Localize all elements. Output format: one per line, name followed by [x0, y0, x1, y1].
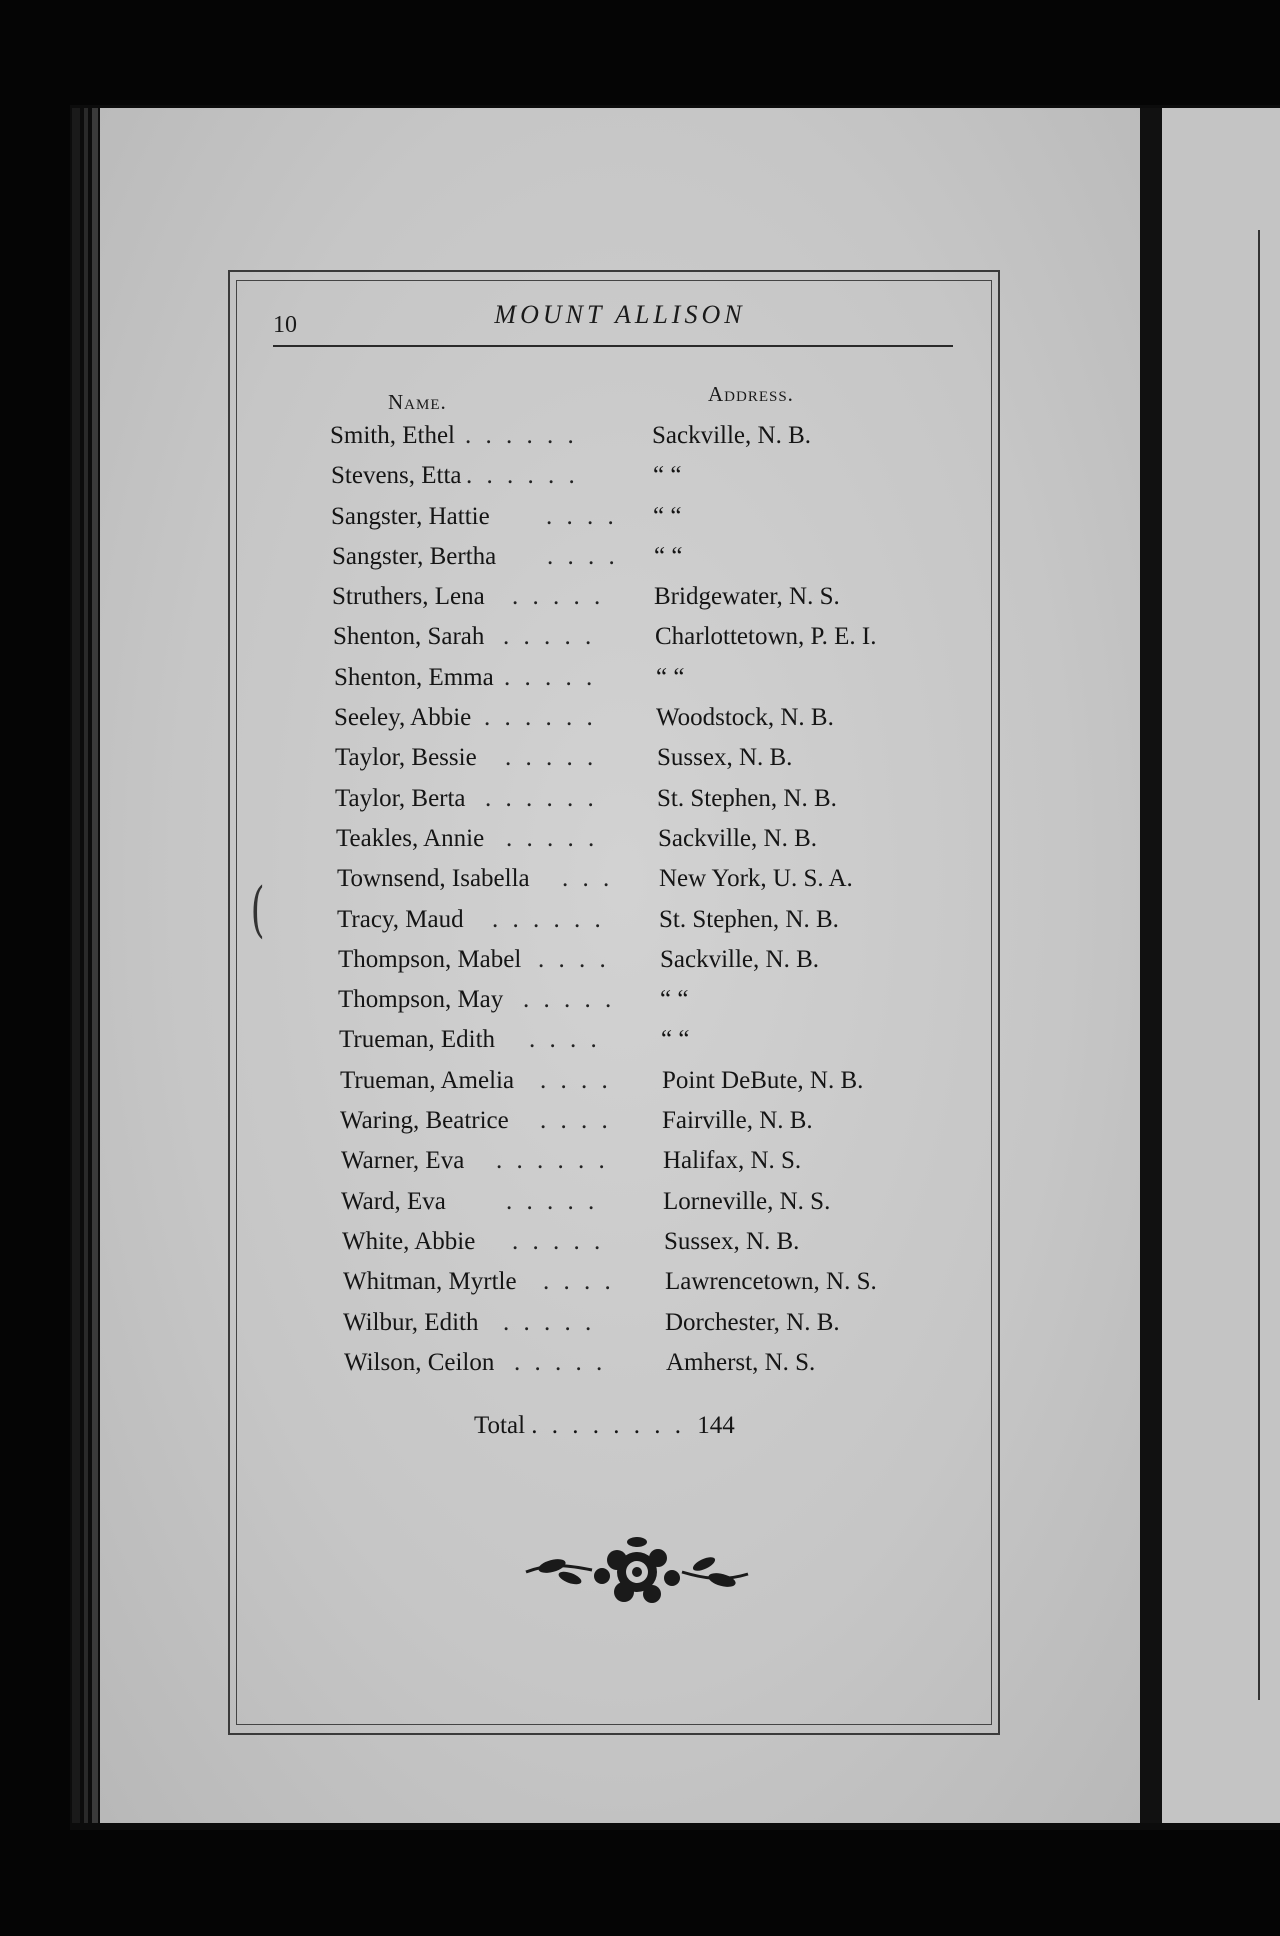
table-row: [337, 906, 950, 946]
table-row: [335, 785, 950, 825]
student-address: Bridgewater, N. S.: [654, 583, 840, 611]
leader-dots: . . . .: [546, 502, 618, 530]
table-row: [333, 623, 950, 663]
student-address: St. Stephen, N. B.: [657, 784, 837, 812]
floral-ornament: [522, 1532, 752, 1617]
table-row: [338, 986, 950, 1026]
column-header-name: Name.: [388, 390, 447, 414]
student-address: “ “: [653, 502, 682, 530]
leader-dots: . . . .: [540, 1107, 612, 1135]
student-name: Waring, Beatrice: [340, 1107, 509, 1135]
student-name: Ward, Eva: [341, 1187, 446, 1215]
student-address: “ “: [660, 986, 689, 1014]
student-name: Townsend, Isabella: [337, 865, 530, 893]
table-row: [341, 1147, 950, 1187]
student-name: Teakles, Annie: [336, 824, 485, 852]
leader-dots: . . . . . .: [496, 1147, 609, 1175]
leader-dots: . . . .: [543, 1268, 615, 1296]
total-dots: . . . . . . . .: [531, 1412, 686, 1439]
table-row: [343, 1268, 950, 1308]
student-address: Woodstock, N. B.: [656, 704, 834, 732]
leader-dots: . . . . . .: [466, 462, 579, 490]
table-row: [332, 543, 950, 583]
student-name: Seeley, Abbie: [334, 704, 472, 732]
leader-dots: . . . . . .: [484, 704, 597, 732]
total-label: Total: [474, 1412, 526, 1439]
table-row: [338, 946, 950, 986]
student-address: Point DeBute, N. B.: [662, 1066, 864, 1094]
leader-dots: . . . . .: [512, 1227, 605, 1255]
table-row: [336, 825, 950, 865]
student-name: Shenton, Sarah: [333, 623, 485, 651]
student-name: Thompson, Mabel: [338, 945, 522, 973]
student-address: Dorchester, N. B.: [665, 1308, 840, 1336]
student-name: Thompson, May: [338, 986, 504, 1014]
total-line: [474, 1412, 735, 1440]
student-address: Sussex, N. B.: [664, 1227, 800, 1255]
student-name: Sangster, Hattie: [331, 502, 490, 530]
head-rule: [273, 345, 953, 347]
column-header-address: Address.: [708, 382, 794, 406]
table-row: [332, 583, 950, 623]
student-name: Stevens, Etta: [331, 462, 462, 490]
student-name: Smith, Ethel: [330, 422, 455, 449]
student-address: “ “: [653, 462, 682, 490]
student-address: Sackville, N. B.: [658, 824, 818, 852]
table-row: [337, 865, 950, 905]
student-name: Whitman, Myrtle: [343, 1268, 517, 1296]
leader-dots: . . . . . .: [465, 422, 578, 449]
student-name: Warner, Eva: [341, 1147, 465, 1175]
table-row: [331, 462, 950, 502]
leader-dots: . . . . .: [512, 583, 605, 611]
student-name: Tracy, Maud: [337, 905, 464, 933]
table-row: [340, 1067, 950, 1107]
student-name: Sangster, Bertha: [332, 542, 497, 570]
next-page: [1162, 108, 1280, 1823]
student-name: Wilson, Ceilon: [344, 1348, 495, 1376]
running-head: MOUNT ALLISON: [494, 300, 746, 329]
leader-dots: . . . . .: [514, 1348, 607, 1376]
student-name: Shenton, Emma: [334, 663, 494, 691]
student-address: New York, U. S. A.: [659, 865, 853, 893]
leader-dots: . . . . .: [504, 663, 597, 691]
student-list: [330, 422, 950, 1389]
student-address: Amherst, N. S.: [666, 1348, 816, 1376]
student-name: Trueman, Amelia: [340, 1066, 515, 1094]
table-row: [335, 744, 950, 784]
leader-dots: . . . . .: [523, 986, 616, 1014]
student-name: White, Abbie: [342, 1227, 476, 1255]
total-value: 144: [697, 1412, 735, 1439]
table-row: [334, 664, 950, 704]
leader-dots: . . . .: [529, 1026, 601, 1054]
page-edge-left-3: [92, 108, 98, 1823]
student-address: Sackville, N. B.: [652, 422, 812, 449]
student-address: Sackville, N. B.: [660, 945, 820, 973]
table-row: [331, 503, 950, 543]
leader-dots: . . . .: [547, 542, 619, 570]
student-address: “ “: [654, 542, 683, 570]
table-row: [342, 1228, 950, 1268]
table-row: [334, 704, 950, 744]
student-address: St. Stephen, N. B.: [659, 905, 839, 933]
student-address: Halifax, N. S.: [663, 1147, 802, 1175]
student-name: Struthers, Lena: [332, 583, 485, 611]
leader-dots: . . . . .: [505, 744, 598, 772]
leader-dots: . . . .: [538, 945, 610, 973]
student-address: “ “: [661, 1026, 690, 1054]
student-address: Charlottetown, P. E. I.: [655, 623, 877, 651]
page-number: 10: [273, 312, 297, 338]
student-name: Taylor, Bessie: [335, 744, 477, 772]
table-row: [330, 422, 950, 462]
book-gutter: [1140, 108, 1162, 1823]
page-edge-left: [72, 108, 80, 1823]
student-name: Taylor, Berta: [335, 784, 466, 812]
pencil-bracket-mark: (: [250, 875, 265, 945]
leader-dots: . . . .: [540, 1066, 612, 1094]
leader-dots: . . .: [562, 865, 614, 893]
page-edge-left-2: [84, 108, 88, 1823]
student-name: Trueman, Edith: [339, 1026, 496, 1054]
table-row: [344, 1349, 950, 1389]
leader-dots: . . . . .: [506, 1187, 599, 1215]
leader-dots: . . . . .: [503, 1308, 596, 1336]
student-name: Wilbur, Edith: [343, 1308, 479, 1336]
table-row: [343, 1309, 950, 1349]
student-address: Fairville, N. B.: [662, 1107, 813, 1135]
table-row: [341, 1188, 950, 1228]
table-row: [340, 1107, 950, 1147]
student-address: Sussex, N. B.: [657, 744, 793, 772]
next-page-border: [1258, 230, 1260, 1700]
leader-dots: . . . . . .: [492, 905, 605, 933]
student-address: Lorneville, N. S.: [663, 1187, 831, 1215]
table-row: [339, 1026, 950, 1066]
student-address: “ “: [656, 663, 685, 691]
leader-dots: . . . . .: [506, 824, 599, 852]
student-address: Lawrencetown, N. S.: [665, 1268, 877, 1296]
leader-dots: . . . . .: [503, 623, 596, 651]
leader-dots: . . . . . .: [485, 784, 598, 812]
